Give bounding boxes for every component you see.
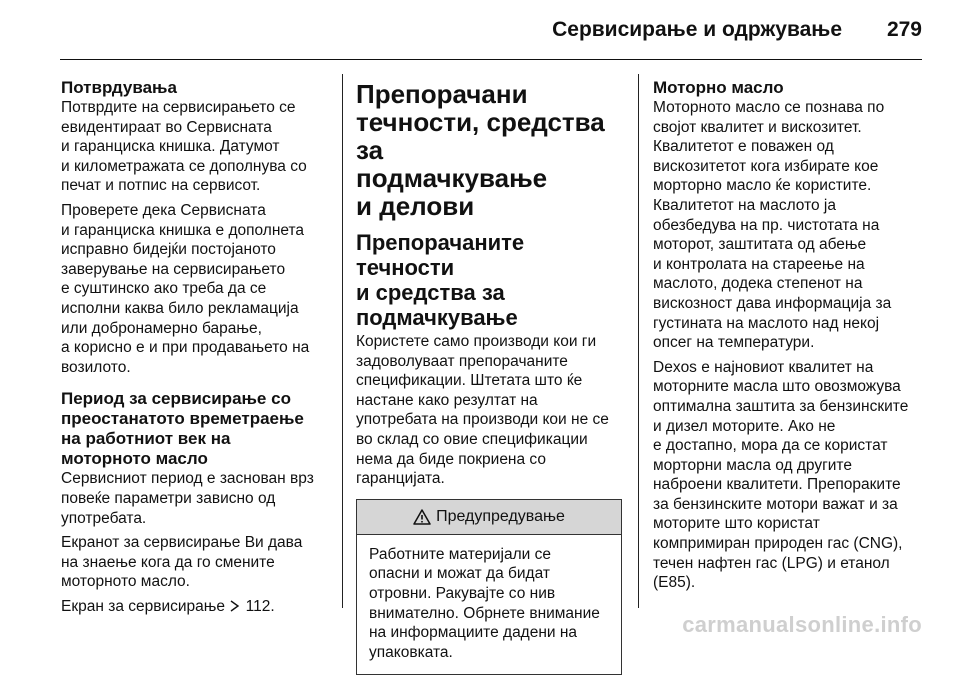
warning-header (357, 500, 621, 535)
watermark: carmanualsonline.info (682, 612, 922, 637)
paragraph: Dexos е најновиот квалитет на моторните масла што овозможува оптимална заштита за бензинските и дизел моторите. Ако не е достапно, мора да се користат морторни масла од другите наброени квалитети. Препораките за бензинските мотори важат и за моторите што користат компримиран природен гас (CNG), течен нафтен гас (LPG) и етанол (E85). (653, 358, 909, 592)
paragraph: Сервисниот период е заснован врз повеќе параметри зависно од употребата. (61, 470, 314, 527)
paragraph: Екранот за сервисирање Ви дава на знаење кога да го смените моторното масло. (61, 534, 303, 591)
warning-box (356, 499, 622, 675)
heading-confirmations: Потврдувања (61, 78, 177, 97)
paragraph-reference (61, 597, 333, 617)
reference-page-link[interactable]: 112. (245, 597, 275, 615)
reference-text: Екран за сервисирање (61, 597, 226, 615)
column-divider-2 (638, 74, 639, 608)
warning-title: Предупредување (436, 507, 565, 525)
paragraph: Користете само производи кои ги задоволуваат препорачаните спецификации. Штетата што ќе настане како резултат на употребата на производи кои не се во склад со овие спецификации нема да биде покриена со гаранцијата. (356, 333, 609, 488)
column-middle (356, 78, 626, 675)
header-rule (60, 59, 922, 60)
warning-triangle-icon (413, 509, 431, 525)
section-title: Препорачани течности, средства за подмачкување и делови (356, 79, 605, 221)
paragraph: Моторното масло се познава по својот квалитет и вискозитет. Квалитетот е поважен од вискозитетот кога избирате кое морторно масло ќе користите. Квалитетот на маслото ја обезбедува на пр. чистотата на моторот, заштитата од абење и контролата на стареење на маслото, додека степенот на вискозност дава информација за густината на маслото над некој опсег на температури. (653, 99, 892, 352)
subsection-title: Препорачаните течности и средства за подмачкување (356, 230, 525, 330)
page-title: Сервисирање и одржување (552, 18, 842, 41)
reference-arrow-icon[interactable] (230, 600, 240, 612)
paragraph: Проверете дека Сервисната и гаранциска книшка е дополнета исправно бидејќи постојаното заверување на сервисирањето е суштинско ако треба да се исполни каква било рекламација или добронамерно барање, а корисно е и при продавањето на возилото. (61, 201, 310, 376)
heading-engine-oil: Моторно масло (653, 78, 784, 97)
column-divider-1 (342, 74, 343, 608)
warning-body: Работните материјали се опасни и можат да бидат отровни. Ракувајте со нив внимателно. Обрнете внимание на информациите дадени на упаковката. (369, 545, 600, 661)
page-number: 279 (886, 18, 922, 41)
heading-service-period: Период за сервисирање со преостанатото времетраење на работниот век на моторното масло (61, 389, 304, 469)
column-left (61, 78, 333, 621)
column-right (653, 78, 938, 598)
page-header (0, 0, 960, 60)
paragraph: Потврдите на сервисирањето се евидентираат во Сервисната и гаранциска книшка. Датумот и километражата се дополнува со печат и потпис на сервисот. (61, 99, 307, 195)
